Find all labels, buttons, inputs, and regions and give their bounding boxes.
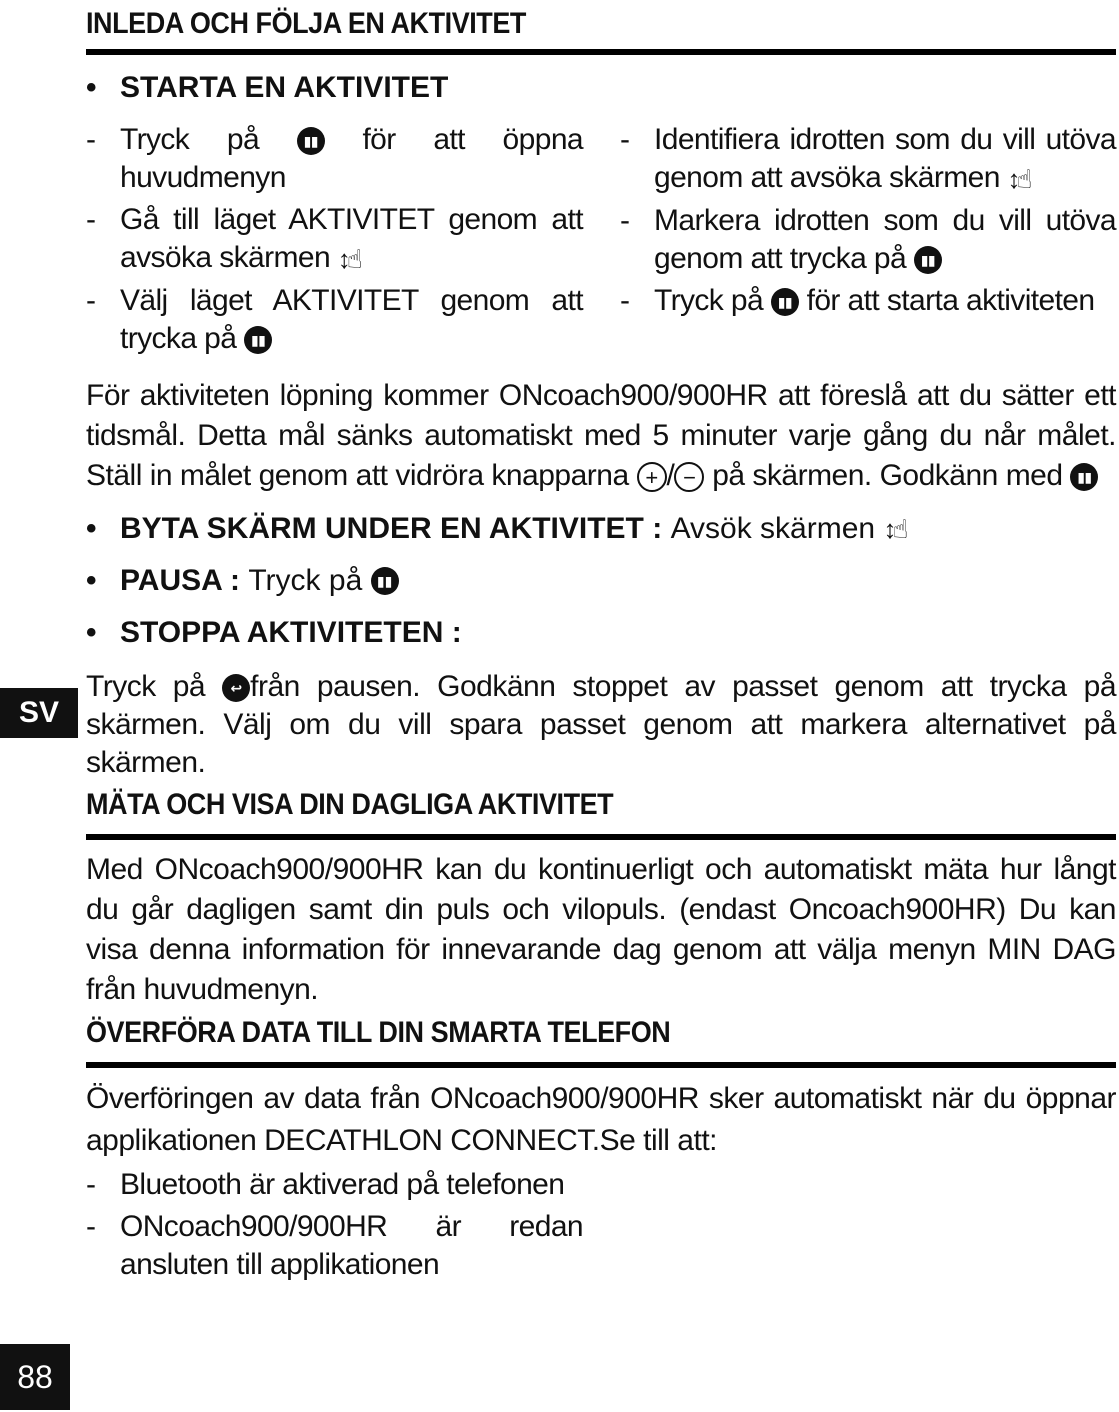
change-screen-item: • BYTA SKÄRM UNDER EN AKTIVITET : Avsök skärmen ↕☝	[86, 512, 905, 546]
list-item: - Bluetooth är aktiverad på telefonen	[86, 1168, 565, 1202]
section-title-transfer-data: ÖVERFÖRA DATA TILL DIN SMARTA TELEFON	[86, 1016, 671, 1050]
list-item: - ONcoach900/900HR är redan ansluten till applikationen	[86, 1210, 583, 1282]
menu-button-icon: ▮▮	[914, 246, 942, 274]
menu-button-icon: ▮▮	[771, 288, 799, 316]
running-goal-paragraph: För aktiviteten löpning kommer ONcoach900/900HR att föreslå att du sätter ett tidsmål. Detta mål sänks automatiskt med 5 minuter varje gång du når målet. Ställ in målet genom att vidröra knapparna + / − på skärmen. Godkänn med ▮▮	[86, 379, 1116, 493]
menu-button-icon: ▮▮	[244, 326, 272, 354]
daily-activity-paragraph: Med ONcoach900/900HR kan du kontinuerligt och automatiskt mäta hur långt du går dagligen samt din puls och vilopuls. (endast Oncoach900HR) Du kan visa denna information för innevarande dag genom att välja menyn MIN DAG från huvudmenyn.	[86, 853, 1116, 1007]
section-title-start-activity: INLEDA OCH FÖLJA EN AKTIVITET	[86, 7, 526, 40]
list-item: - Tryck på ▮▮ för att öppna huvudmenyn	[86, 123, 583, 194]
start-activity-heading: • STARTA EN AKTIVITET	[86, 71, 449, 104]
page-number: 88	[0, 1344, 70, 1410]
stop-paragraph: Tryck på ↩ från pausen. Godkänn stoppet av passet genom att trycka på skärmen. Välj om du vill spara passet genom att markera alternativet på skärmen.	[86, 670, 1117, 780]
minus-icon: −	[674, 462, 704, 492]
list-item: - Identifiera idrotten som du vill utöva genom att avsöka skärmen ↕☝	[620, 121, 1116, 198]
section-title-daily-activity: MÄTA OCH VISA DIN DAGLIGA AKTIVITET	[86, 788, 614, 822]
transfer-checklist	[86, 1166, 583, 1284]
menu-button-icon: ▮▮	[1070, 463, 1098, 491]
right-column	[620, 121, 1116, 362]
list-item: - Gå till läget AKTIVITET genom att avsöka skärmen ↕☝	[86, 201, 583, 278]
list-item: - Välj läget AKTIVITET genom att trycka på ▮▮	[86, 284, 583, 356]
scroll-touch-icon: ↕☝	[337, 244, 359, 275]
start-activity-label: STARTA EN AKTIVITET	[120, 71, 449, 104]
back-button-icon: ↩	[222, 674, 250, 702]
stop-item: • STOPPA AKTIVITETEN :	[86, 616, 462, 650]
transfer-paragraph: Överföringen av data från ONcoach900/900HR sker automatiskt när du öppnar applikationen DECATHLON CONNECT.Se till att:	[86, 1082, 1116, 1158]
plus-icon: +	[637, 462, 667, 492]
list-item: - Markera idrotten som du vill utöva genom att trycka på ▮▮	[620, 204, 1116, 276]
title-rule	[86, 834, 1116, 840]
list-item: - Tryck på ▮▮ för att starta aktiviteten	[620, 284, 1095, 318]
menu-button-icon: ▮▮	[297, 127, 325, 155]
title-rule	[86, 1062, 1116, 1068]
scroll-touch-icon: ↕☝	[1007, 164, 1029, 195]
scroll-touch-icon: ↕☝	[883, 513, 905, 544]
language-tab: SV	[0, 688, 78, 738]
title-rule	[86, 49, 1116, 55]
page-content	[86, 0, 1116, 1288]
left-column	[86, 121, 583, 362]
instruction-columns	[86, 121, 1116, 362]
menu-button-icon: ▮▮	[371, 567, 399, 595]
pause-item: • PAUSA : Tryck på ▮▮	[86, 564, 1116, 598]
